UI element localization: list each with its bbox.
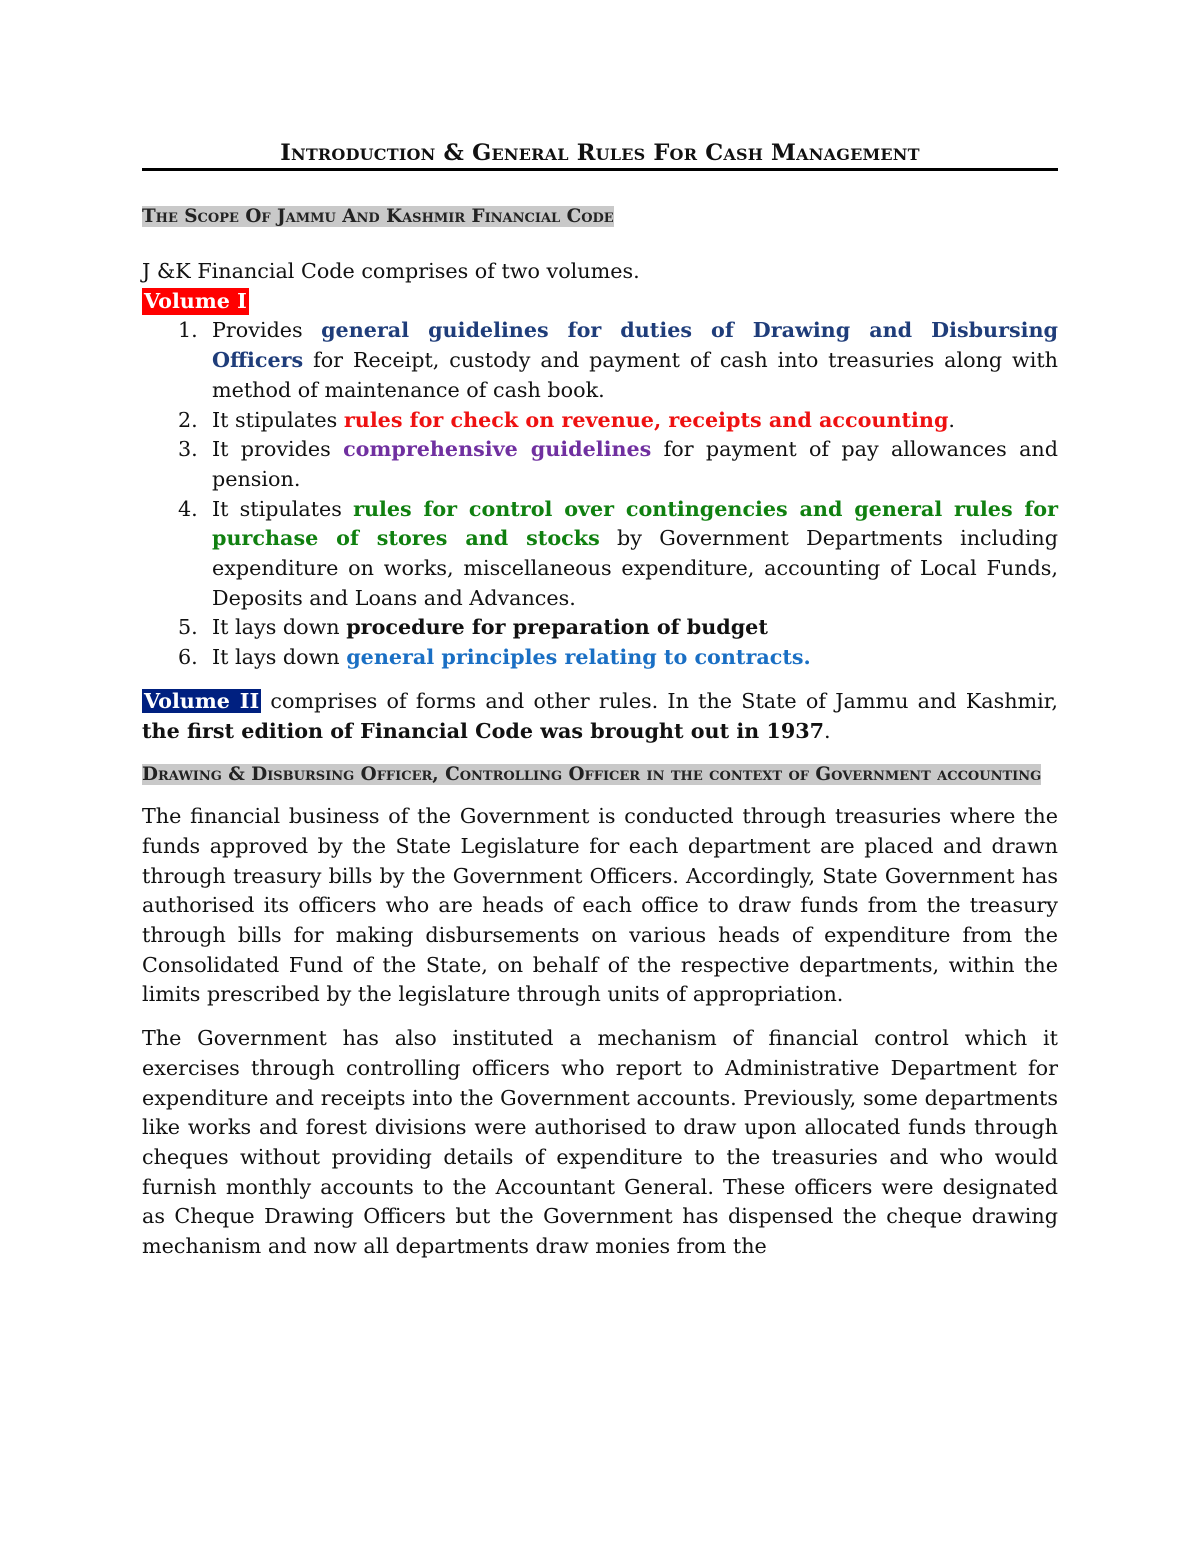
list-item-highlight: general principles relating to contracts.: [346, 645, 811, 670]
page-content: [142, 140, 1058, 1262]
section-heading-ddo: [142, 760, 1058, 790]
volume1-line: [142, 287, 1058, 317]
list-item-number: 5.: [178, 615, 198, 640]
volume1-label: Volume I: [144, 288, 247, 313]
list-item-pre: It provides: [212, 437, 344, 462]
section-heading-scope: [142, 202, 1058, 232]
list-item: [178, 495, 1058, 614]
list-item-post: for payment of pay allowances and pension.: [212, 437, 1058, 491]
list-item-number: 3.: [178, 437, 198, 462]
intro-text: J &K Financial Code comprises of two volumes.: [142, 259, 640, 283]
list-item-highlight: rules for control over contingencies and general rules for purchase of stores and stocks: [212, 496, 1058, 551]
list-item-highlight: general guidelines for duties of Drawing and Disbursing Officers: [212, 318, 1059, 373]
list-item-highlight: rules for check on revenue, receipts and accounting: [343, 407, 949, 432]
volume2-text: comprises of forms and other rules. In the State of Jammu and Kashmir,: [261, 688, 1058, 713]
list-item-pre: It lays down: [212, 615, 347, 640]
volume2-bold: the first edition of Financial Code was brought out in 1937: [142, 718, 825, 743]
list-item: [178, 406, 1058, 436]
list-item: [178, 316, 1059, 405]
list-item: [178, 643, 1058, 673]
list-item: [178, 435, 1058, 494]
list-item-post: .: [948, 407, 955, 432]
list-item-highlight: procedure for preparation of budget: [346, 615, 768, 640]
volume2-paragraph: [142, 687, 1058, 746]
list-item-number: 6.: [178, 645, 198, 670]
volume2-end: .: [824, 718, 831, 743]
document-title: Introduction & General Rules For Cash Management: [142, 140, 1058, 171]
body-paragraph: The financial business of the Government is conducted through treasuries where the funds approved by the State Legislature for each department are placed and drawn through treasury bills by the Government Officers. Accordingly, State Government has authorised its officers who are heads of each office to draw funds from the treasury through bills for making disbursements on various heads of expenditure from the Consolidated Fund of the State, on behalf of the respective departments, within the limits prescribed by the legislature through units of appropriation.: [142, 804, 1058, 1007]
list-item-pre: It stipulates: [212, 407, 344, 432]
list-item-number: 2.: [178, 407, 198, 432]
body-paragraph: The Government has also instituted a mechanism of financial control which it exercises through controlling officers who report to Administrative Department for expenditure and receipts into the Government accounts. Previously, some departments like works and forest divisions were authorised to draw upon allocated funds through cheques without providing details of expenditure to the treasuries and who would furnish monthly accounts to the Accountant General. These officers were designated as Cheque Drawing Officers but the Government has dispensed the cheque drawing mechanism and now all departments draw monies from the: [142, 1026, 1058, 1259]
list-item-highlight: comprehensive guidelines: [343, 437, 652, 462]
list-item-post: for Receipt, custody and payment of cash into treasuries along with method of maintenance of cash book.: [212, 348, 1058, 402]
volume1-list: [142, 316, 1058, 672]
section-heading-ddo-text: Drawing & Disbursing Officer, Controlling Officer in the context of Government accounting: [142, 764, 1042, 786]
list-item: [178, 613, 1058, 643]
section-heading-scope-text: The Scope Of Jammu And Kashmir Financial Code: [142, 206, 614, 227]
list-item-number: 1.: [178, 318, 198, 343]
list-item-post: by Government Departments including expenditure on works, miscellaneous expenditure, accounting of Local Funds, Deposits and Loans and Advances.: [212, 526, 1058, 610]
list-item-pre: It lays down: [212, 645, 347, 670]
list-item-pre: It stipulates: [212, 496, 354, 521]
list-item-pre: Provides: [212, 318, 322, 343]
volume2-label: Volume II: [144, 688, 260, 713]
list-item-number: 4.: [178, 496, 198, 521]
